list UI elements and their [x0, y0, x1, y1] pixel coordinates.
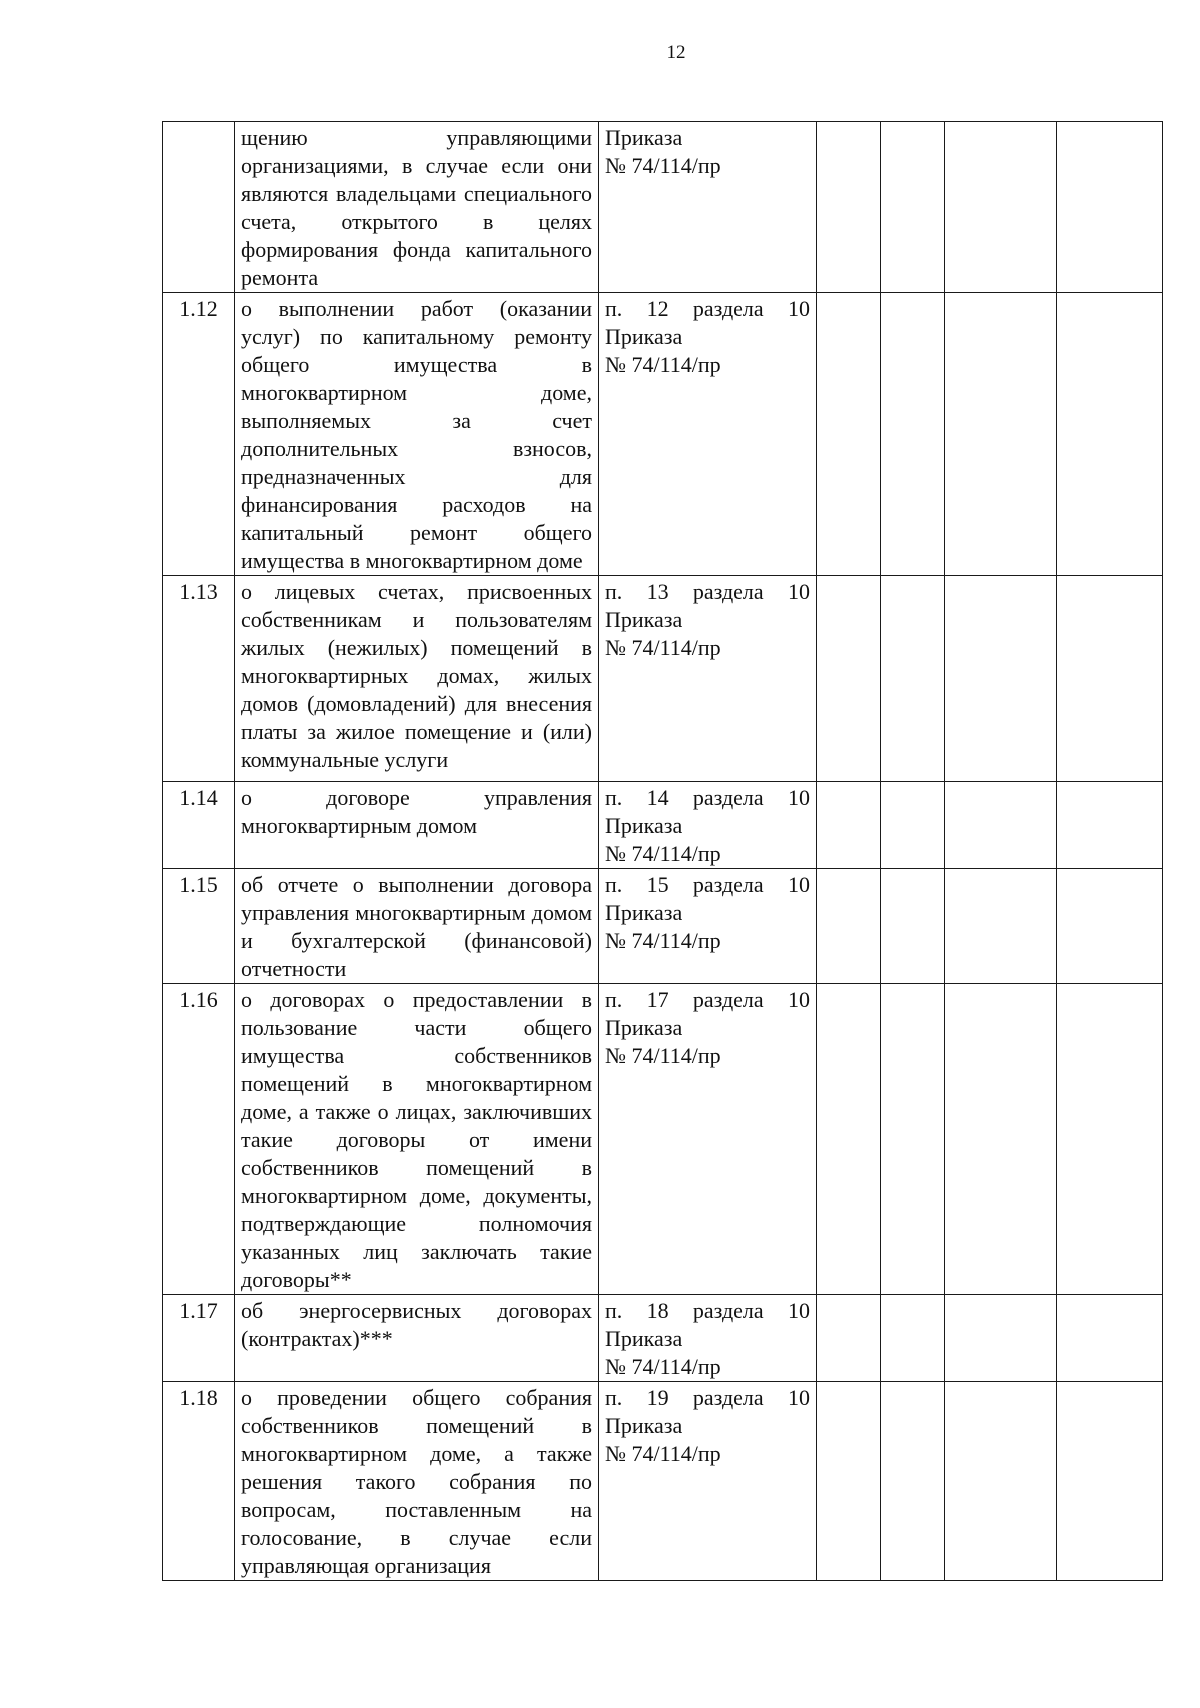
row-description: об энергосервисных договорах (контрактах)***: [235, 1295, 599, 1382]
empty-cell: [945, 1295, 1057, 1382]
row-reference: [599, 1295, 817, 1382]
empty-cell: [1057, 122, 1163, 293]
empty-cell: [817, 576, 881, 782]
table-body: [163, 122, 1163, 1581]
reference-line: Приказа: [605, 1015, 683, 1040]
empty-cell: [881, 293, 945, 576]
reference-line: № 74/114/пр: [605, 153, 721, 178]
empty-cell: [881, 782, 945, 869]
empty-cell: [1057, 869, 1163, 984]
empty-cell: [945, 869, 1057, 984]
row-description: о проведении общего собрания собственников помещений в многоквартирном доме, а также решения такого собрания по вопросам, поставленным на голосование, в случае если управляющая организация: [235, 1382, 599, 1581]
row-number: 1.17: [163, 1295, 235, 1382]
table-row: [163, 1382, 1163, 1581]
row-number: 1.12: [163, 293, 235, 576]
empty-cell: [817, 293, 881, 576]
empty-cell: [817, 122, 881, 293]
row-description: о лицевых счетах, присвоенных собственникам и пользователям жилых (нежилых) помещений в многоквартирных домах, жилых домов (домовладений) для внесения платы за жилое помещение и (или) коммунальные услуги: [235, 576, 599, 782]
empty-cell: [817, 984, 881, 1295]
empty-cell: [945, 576, 1057, 782]
empty-cell: [817, 1382, 881, 1581]
reference-line: п. 13 раздела 10: [605, 579, 810, 604]
empty-cell: [945, 122, 1057, 293]
empty-cell: [945, 293, 1057, 576]
row-reference: [599, 782, 817, 869]
empty-cell: [881, 576, 945, 782]
reference-line: Приказа: [605, 1326, 683, 1351]
reference-line: № 74/114/пр: [605, 928, 721, 953]
reference-line: п. 18 раздела 10: [605, 1298, 810, 1323]
reference-line: № 74/114/пр: [605, 841, 721, 866]
reference-line: Приказа: [605, 324, 683, 349]
row-description: об отчете о выполнении договора управления многоквартирным домом и бухгалтерской (финансовой) отчетности: [235, 869, 599, 984]
reference-line: № 74/114/пр: [605, 1043, 721, 1068]
empty-cell: [1057, 984, 1163, 1295]
empty-cell: [1057, 1295, 1163, 1382]
row-number: 1.18: [163, 1382, 235, 1581]
reference-line: Приказа: [605, 607, 683, 632]
reference-line: № 74/114/пр: [605, 635, 721, 660]
empty-cell: [945, 984, 1057, 1295]
table-row: [163, 293, 1163, 576]
table-row: [163, 984, 1163, 1295]
table-row: [163, 1295, 1163, 1382]
reference-line: п. 19 раздела 10: [605, 1385, 810, 1410]
reference-line: п. 15 раздела 10: [605, 872, 810, 897]
row-reference: [599, 122, 817, 293]
empty-cell: [881, 984, 945, 1295]
row-description: о выполнении работ (оказании услуг) по капитальному ремонту общего имущества в многоквартирном доме, выполняемых за счет дополнительных взносов, предназначенных для финансирования расходов на капитальный ремонт общего имущества в многоквартирном доме: [235, 293, 599, 576]
reference-line: № 74/114/пр: [605, 1354, 721, 1379]
page-number: 12: [666, 42, 686, 63]
row-number: [163, 122, 235, 293]
requirements-table: [162, 121, 1163, 1581]
empty-cell: [881, 1382, 945, 1581]
row-description: о договоре управления многоквартирным домом: [235, 782, 599, 869]
row-reference: [599, 869, 817, 984]
table-row: [163, 122, 1163, 293]
reference-line: Приказа: [605, 900, 683, 925]
empty-cell: [1057, 576, 1163, 782]
empty-cell: [881, 122, 945, 293]
row-number: 1.16: [163, 984, 235, 1295]
row-reference: [599, 1382, 817, 1581]
empty-cell: [1057, 782, 1163, 869]
table-row: [163, 782, 1163, 869]
empty-cell: [817, 869, 881, 984]
reference-line: № 74/114/пр: [605, 352, 721, 377]
empty-cell: [881, 869, 945, 984]
reference-line: п. 17 раздела 10: [605, 987, 810, 1012]
empty-cell: [945, 782, 1057, 869]
reference-line: п. 12 раздела 10: [605, 296, 810, 321]
empty-cell: [817, 782, 881, 869]
empty-cell: [881, 1295, 945, 1382]
row-reference: [599, 293, 817, 576]
empty-cell: [945, 1382, 1057, 1581]
reference-line: Приказа: [605, 813, 683, 838]
row-number: 1.14: [163, 782, 235, 869]
reference-line: Приказа: [605, 1413, 683, 1438]
empty-cell: [817, 1295, 881, 1382]
table-row: [163, 576, 1163, 782]
reference-line: № 74/114/пр: [605, 1441, 721, 1466]
reference-line: п. 14 раздела 10: [605, 785, 810, 810]
empty-cell: [1057, 293, 1163, 576]
reference-line: Приказа: [605, 125, 683, 150]
table-row: [163, 869, 1163, 984]
row-description: о договорах о предоставлении в пользование части общего имущества собственников помещений в многоквартирном доме, а также о лицах, заключивших такие договоры от имени собственников помещений в многоквартирном доме, документы, подтверждающие полномочия указанных лиц заключать такие договоры**: [235, 984, 599, 1295]
row-reference: [599, 576, 817, 782]
row-number: 1.13: [163, 576, 235, 782]
row-number: 1.15: [163, 869, 235, 984]
empty-cell: [1057, 1382, 1163, 1581]
row-description: щению управляющими организациями, в случае если они являются владельцами специального счета, открытого в целях формирования фонда капитального ремонта: [235, 122, 599, 293]
row-reference: [599, 984, 817, 1295]
